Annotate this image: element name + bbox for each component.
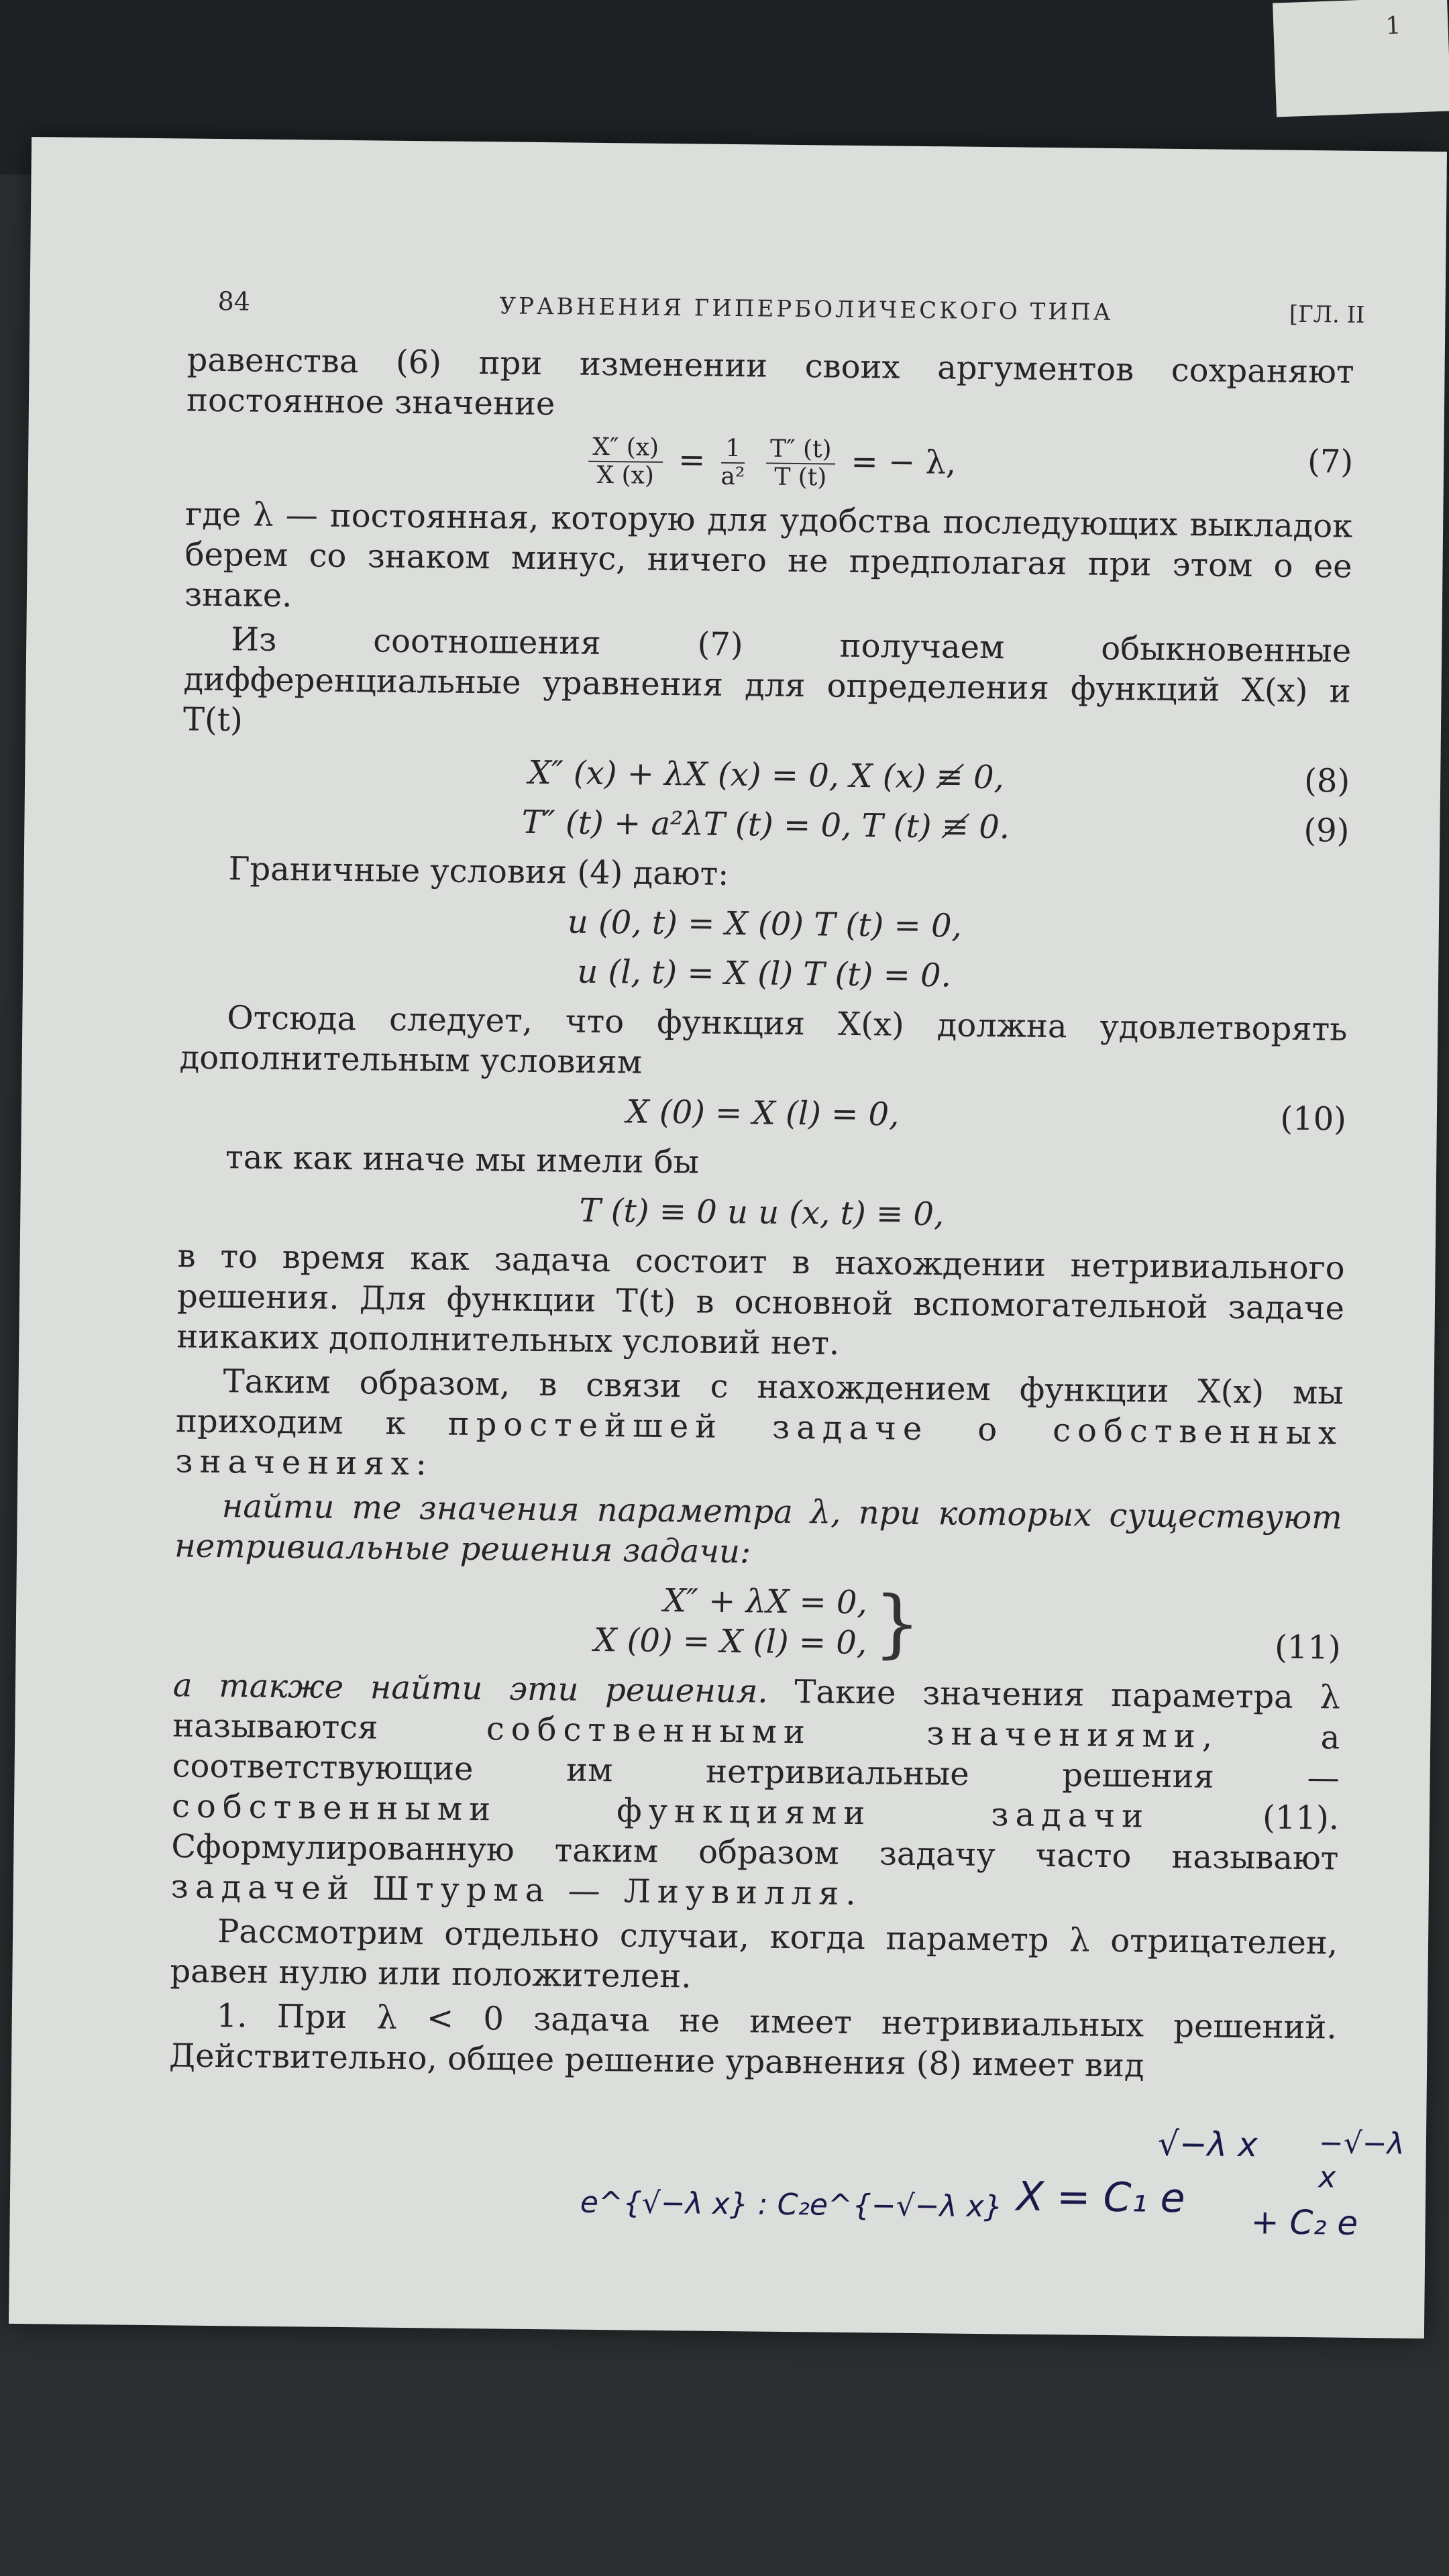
running-title: УРАВНЕНИЯ ГИПЕРБОЛИЧЕСКОГО ТИПА xyxy=(499,292,1114,326)
equation-number: (10) xyxy=(1280,1099,1347,1138)
paragraph: Таким образом, в связи с нахождением функции X(x) мы приходим к простейшей задаче о собственных значениях: xyxy=(175,1362,1344,1483)
paragraph: Отсюда следует, что функция X(x) должна удовлетворять дополнительным условиям xyxy=(179,999,1348,1081)
page-number: 84 xyxy=(217,286,251,317)
equation-9: T″ (t) + a²λT (t) = 0, T (t) ≢ 0. (9) xyxy=(521,803,1350,850)
handwritten-note: √−λ x xyxy=(1157,2124,1258,2165)
paragraph: равенства (6) при изменении своих аргументов сохраняют постоянное значение xyxy=(186,341,1354,423)
background-page-number: 1 xyxy=(1385,11,1402,40)
equation-number: (8) xyxy=(1303,761,1350,800)
page-header xyxy=(197,286,1365,339)
equation-number: (11) xyxy=(1274,1628,1341,1667)
chapter-label: [ГЛ. II xyxy=(1289,301,1365,329)
paragraph: Граничные условия (4) дают: xyxy=(228,850,729,893)
book-page xyxy=(9,137,1447,2339)
equation-number: (9) xyxy=(1303,811,1350,850)
paragraph: 1. При λ < 0 задача не имеет нетривиальных решений. Действительно, общее решение уравнения (8) имеет вид xyxy=(168,1997,1338,2085)
boundary-condition-1: u (0, t) = X (0) T (t) = 0, xyxy=(567,903,963,945)
paragraph: где λ — постоянная, которую для удобства последующих выкладок берем со знаком минус, ничего не предполагая при этом о ее знаке. xyxy=(184,495,1353,615)
handwritten-note: X = C₁ e xyxy=(1016,2173,1185,2222)
handwritten-note: e^{√−λ x} : C₂e^{−√−λ x} xyxy=(580,2185,1003,2224)
paragraph: так как иначе мы имели бы xyxy=(225,1138,700,1181)
paragraph: Из соотношения (7) получаем обыкновенные дифференциальные уравнения для определения функций X(x) и T(t) xyxy=(182,621,1352,739)
italic-statement: найти те значения параметра λ, при которых существуют нетривиальные решения задачи: xyxy=(174,1487,1342,1571)
equation-11: X″ + λX = 0, X (0) = X (l) = 0, } (11) xyxy=(593,1580,1341,1667)
equation-number: (7) xyxy=(1307,442,1354,481)
background-sheet xyxy=(1273,0,1449,117)
boundary-condition-2: u (l, t) = X (l) T (t) = 0. xyxy=(577,953,952,995)
paragraph: Рассмотрим отдельно случаи, когда параметр λ отрицателен, равен нулю или положителен. xyxy=(170,1913,1338,1996)
equation-10: X (0) = X (l) = 0, (10) xyxy=(626,1093,1347,1138)
handwritten-note: + C₂ e xyxy=(1250,2202,1358,2243)
equation-7: $\frac{X'' (x)}{X (x)}$ = $\frac{1}{\text{a²}}$ $\frac{T'' (t)}{T (t)}$ = − λ, (7) xyxy=(186,429,1354,496)
handwritten-note: −√−λ x xyxy=(1318,2126,1405,2195)
spaced-emphasis: простейшей задаче о собственных значениях: xyxy=(175,1405,1344,1483)
paragraph: а также найти эти решения. Такие значения параметра λ называются собственными значениями, а соответствующие им нетривиальные решения — собственными функциями задачи (11). Сформулированную таким образом задачу часто называют задачей Штурма — Лиувилля. xyxy=(170,1666,1341,1913)
page-body xyxy=(169,339,1354,2092)
paragraph: в то время как задача состоит в нахождении нетривиального решения. Для функции T(t) в основной вспомогательной задаче никаких дополнительных условий нет. xyxy=(176,1237,1345,1362)
equation-8: X″ (x) + λX (x) = 0, X (x) ≢ 0, (8) xyxy=(528,753,1350,800)
trivial-solution-equation: T (t) ≡ 0 и u (x, t) ≡ 0, xyxy=(579,1191,945,1234)
right-brace-icon: } xyxy=(873,1580,922,1667)
